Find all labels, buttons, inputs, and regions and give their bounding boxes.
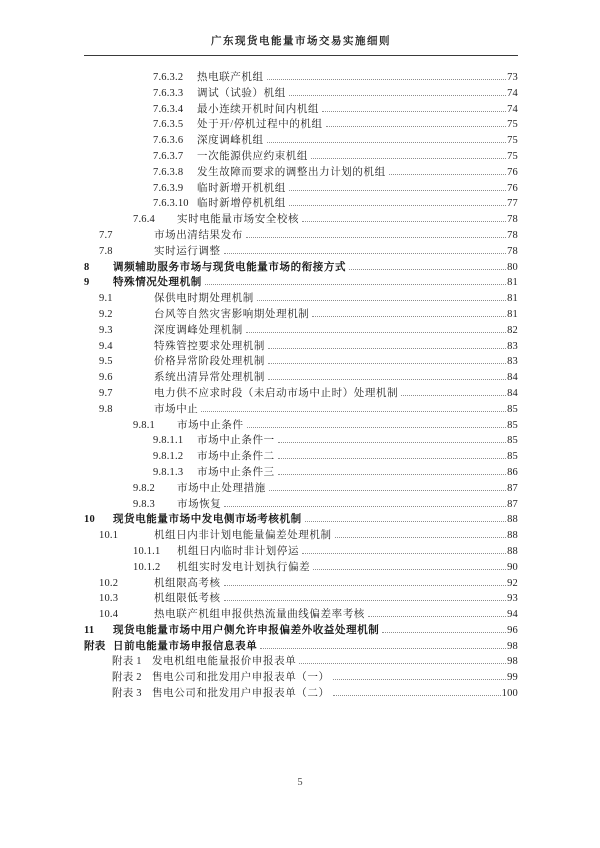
toc-entry: [84, 653, 518, 669]
dot-leader: [368, 616, 506, 617]
page-footer: [0, 777, 600, 788]
toc-entry-number: 9.5: [99, 356, 113, 368]
dot-leader: [246, 332, 506, 333]
dot-leader: [401, 395, 506, 396]
toc-entry-page: 88: [507, 545, 518, 557]
toc-entry-number: 11: [84, 624, 95, 636]
toc-entry-title: 一次能源供应约束机组: [197, 150, 308, 162]
toc-entry-page: 75: [507, 150, 518, 162]
toc-entry-number: 7.6.3.7: [153, 150, 184, 162]
toc-entry-number: 9.8.3: [133, 498, 155, 510]
toc-entry-title: 发生故障而要求的调整出力计划的机组: [197, 166, 386, 178]
dot-leader: [269, 490, 506, 491]
dot-leader: [326, 126, 506, 127]
dot-leader: [313, 569, 506, 570]
toc-entry-number: 附表 1: [112, 656, 142, 668]
toc-entry-page: 86: [507, 466, 518, 478]
footer-page-number: 5: [297, 777, 303, 788]
dot-leader: [267, 79, 506, 80]
toc-entry: [84, 85, 518, 101]
toc-entry-page: 83: [507, 356, 518, 368]
toc-entry-page: 99: [507, 672, 518, 684]
toc-entry-page: 75: [507, 119, 518, 131]
toc-entry-number: 9.6: [99, 372, 113, 384]
toc-entry-page: 87: [507, 498, 518, 510]
toc-entry-title: 现货电能量市场中发电侧市场考核机制: [113, 514, 302, 526]
toc-entry-page: 81: [507, 308, 518, 320]
toc-entry: [84, 385, 518, 401]
dot-leader: [305, 521, 506, 522]
toc-entry: [84, 606, 518, 622]
toc-entry-page: 74: [507, 103, 518, 115]
toc-entry-page: 85: [507, 419, 518, 431]
toc-entry: [84, 132, 518, 148]
toc-entry-number: 附表: [84, 640, 106, 652]
toc-entry-page: 88: [507, 530, 518, 542]
toc-entry-number: 9.2: [99, 308, 113, 320]
toc-entry-page: 78: [507, 214, 518, 226]
page-header: [84, 33, 518, 56]
toc-entry: [84, 101, 518, 117]
toc-entry: [84, 259, 518, 275]
toc-entry-page: 73: [507, 72, 518, 83]
toc-entry-title: 保供电时期处理机制: [154, 293, 254, 305]
toc-entry: [84, 148, 518, 164]
toc-entry-title: 售电公司和批发用户申报表单（一）: [152, 672, 330, 684]
dot-leader: [302, 221, 506, 222]
dot-leader: [289, 205, 506, 206]
dot-leader: [289, 95, 506, 96]
toc-entry-number: 10.2: [99, 577, 119, 589]
toc-entry-page: 78: [507, 229, 518, 241]
toc-entry: [84, 116, 518, 132]
toc-entry: [84, 243, 518, 259]
toc-entry-page: 80: [507, 261, 518, 273]
dot-leader: [302, 553, 506, 554]
toc-entry-page: 74: [507, 87, 518, 99]
toc-entry-page: 76: [507, 166, 518, 178]
toc-entry-title: 热电联产机组申报供热流量曲线偏差率考核: [154, 609, 365, 621]
toc-entry-title: 调试（试验）机组: [197, 87, 286, 99]
toc-entry-title: 深度调峰机组: [197, 135, 264, 147]
toc-entry: [84, 496, 518, 512]
toc-entry-title: 机组限高考核: [154, 577, 221, 589]
toc-entry-number: 7.6.3.9: [153, 182, 184, 194]
dot-leader: [246, 237, 506, 238]
toc-entry-page: 82: [507, 324, 518, 336]
toc-entry-page: 96: [507, 624, 518, 636]
toc-entry-number: 7.6.3.3: [153, 87, 184, 99]
toc-entry-title: 系统出清异常处理机制: [154, 372, 265, 384]
toc-entry-title: 机组实时发电计划执行偏差: [177, 561, 311, 573]
toc-entry-number: 7.6.3.4: [153, 103, 184, 115]
toc-entry-title: 现货电能量市场中用户侧允许申报偏差外收益处理机制: [113, 624, 380, 636]
toc-entry: [84, 685, 518, 701]
toc-entry-title: 特殊管控要求处理机制: [154, 340, 265, 352]
toc-entry-title: 市场出清结果发布: [154, 229, 243, 241]
dot-leader: [205, 284, 506, 285]
toc-entry-number: 9.8.1.1: [153, 435, 184, 447]
toc-entry: [84, 195, 518, 211]
toc-entry-page: 93: [507, 593, 518, 605]
toc-entry-number: 7.6.3.6: [153, 135, 184, 147]
toc-entry: [84, 527, 518, 543]
toc-entry-page: 98: [507, 656, 518, 668]
toc-entry: [84, 511, 518, 527]
dot-leader: [268, 348, 506, 349]
toc-entry-number: 7.6.4: [133, 214, 155, 226]
toc-entry: [84, 559, 518, 575]
toc-entry-title: 临时新增开机机组: [197, 182, 286, 194]
toc-entry-title: 调频辅助服务市场与现货电能量市场的衔接方式: [113, 261, 347, 273]
toc-entry-number: 7.7: [99, 229, 113, 241]
toc-entry-page: 85: [507, 435, 518, 447]
toc-entry-title: 台风等自然灾害影响期处理机制: [154, 308, 310, 320]
toc-entry-page: 75: [507, 135, 518, 147]
toc-entry-title: 深度调峰处理机制: [154, 324, 243, 336]
toc-entry-page: 84: [507, 387, 518, 399]
toc-entry: [84, 338, 518, 354]
toc-entry-title: 日前电能量市场申报信息表单: [113, 640, 258, 652]
toc-entry-number: 9.3: [99, 324, 113, 336]
toc-entry-page: 98: [507, 640, 518, 652]
dot-leader: [333, 679, 506, 680]
dot-leader: [201, 411, 506, 412]
toc-entry-page: 85: [507, 403, 518, 415]
toc-entry-number: 9: [84, 277, 90, 289]
toc-entry: [84, 575, 518, 591]
toc-entry-title: 电力供不应求时段（未启动市场中止时）处理机制: [154, 387, 399, 399]
toc-entry-title: 特殊情况处理机制: [113, 277, 202, 289]
dot-leader: [333, 695, 501, 696]
toc-entry-page: 76: [507, 182, 518, 194]
toc-entry-number: 10.1.2: [133, 561, 161, 573]
toc-entry: [84, 432, 518, 448]
toc-entry-page: 88: [507, 514, 518, 526]
toc-entry: [84, 464, 518, 480]
dot-leader: [224, 506, 506, 507]
dot-leader: [382, 632, 506, 633]
toc-entry: [84, 417, 518, 433]
toc-entry: [84, 211, 518, 227]
toc-list: [84, 69, 518, 701]
dot-leader: [278, 474, 506, 475]
toc-entry-title: 市场中止处理措施: [177, 482, 266, 494]
toc-entry-number: 9.8.1: [133, 419, 155, 431]
toc-entry-title: 售电公司和批发用户申报表单（二）: [152, 688, 330, 700]
toc-entry: [84, 448, 518, 464]
dot-leader: [260, 648, 506, 649]
toc-entry-number: 9.8.1.2: [153, 451, 184, 463]
toc-entry-number: 9.4: [99, 340, 113, 352]
toc-entry: [84, 69, 518, 85]
toc-entry-number: 9.8.1.3: [153, 466, 184, 478]
toc-entry-number: 附表 3: [112, 688, 142, 700]
dot-leader: [278, 442, 506, 443]
toc-entry-page: 94: [507, 609, 518, 621]
toc-entry: [84, 353, 518, 369]
toc-entry: [84, 638, 518, 654]
toc-entry-title: 发电机组电能量报价申报表单: [152, 656, 297, 668]
toc-entry-number: 9.7: [99, 387, 113, 399]
dot-leader: [335, 537, 506, 538]
toc-entry-title: 实时运行调整: [154, 245, 221, 257]
toc-entry-page: 92: [507, 577, 518, 589]
toc-entry-title: 临时新增停机机组: [197, 198, 286, 210]
dot-leader: [312, 316, 506, 317]
toc-entry-number: 附表 2: [112, 672, 142, 684]
dot-leader: [268, 363, 506, 364]
toc-entry-number: 10: [84, 514, 95, 526]
dot-leader: [311, 158, 506, 159]
toc-entry: [84, 543, 518, 559]
toc-entry: [84, 274, 518, 290]
toc-entry-page: 77: [507, 198, 518, 210]
toc-entry-number: 7.6.3.10: [153, 198, 189, 210]
toc-entry-number: 9.8.2: [133, 482, 155, 494]
toc-entry-title: 机组日内非计划电能量偏差处理机制: [154, 530, 332, 542]
toc-entry-title: 市场中止条件三: [197, 466, 275, 478]
toc-entry-title: 处于开/停机过程中的机组: [197, 119, 323, 131]
toc-entry-number: 10.4: [99, 609, 119, 621]
toc-entry-title: 市场恢复: [177, 498, 222, 510]
toc-entry: [84, 622, 518, 638]
dot-leader: [299, 663, 506, 664]
dot-leader: [224, 253, 506, 254]
toc-entry-page: 84: [507, 372, 518, 384]
dot-leader: [224, 585, 506, 586]
dot-leader: [224, 600, 506, 601]
toc-entry: [84, 306, 518, 322]
toc-entry-number: 7.6.3.8: [153, 166, 184, 178]
toc-entry-page: 81: [507, 277, 518, 289]
toc-entry: [84, 290, 518, 306]
toc-entry-number: 8: [84, 261, 90, 273]
dot-leader: [289, 190, 506, 191]
toc-entry: [84, 322, 518, 338]
toc-entry-title: 市场中止条件二: [197, 451, 275, 463]
toc-entry-title: 市场中止: [154, 403, 199, 415]
dot-leader: [278, 458, 506, 459]
toc-entry-title: 机组日内临时非计划停运: [177, 545, 300, 557]
toc-entry-number: 10.1: [99, 530, 119, 542]
toc-entry: [84, 164, 518, 180]
toc-entry-title: 市场中止条件一: [197, 435, 275, 447]
toc-entry: [84, 180, 518, 196]
toc-entry-number: 7.6.3.2: [153, 72, 184, 83]
dot-leader: [268, 379, 506, 380]
document-title: 广东现货电能量市场交易实施细则: [211, 36, 391, 47]
toc-entry-number: 10.3: [99, 593, 119, 605]
toc-entry-page: 78: [507, 245, 518, 257]
toc-entry: [84, 480, 518, 496]
toc-entry-page: 87: [507, 482, 518, 494]
toc-entry-page: 90: [507, 561, 518, 573]
toc-entry: [84, 669, 518, 685]
toc-entry-number: 7.8: [99, 245, 113, 257]
dot-leader: [247, 427, 506, 428]
toc-entry-title: 市场中止条件: [177, 419, 244, 431]
toc-entry-title: 价格异常阶段处理机制: [154, 356, 265, 368]
toc-entry-number: 9.1: [99, 293, 113, 305]
toc-entry-title: 机组限低考核: [154, 593, 221, 605]
toc-entry-number: 10.1.1: [133, 545, 161, 557]
toc-entry-title: 实时电能量市场安全校核: [177, 214, 300, 226]
toc-entry-number: 9.8: [99, 403, 113, 415]
dot-leader: [349, 269, 506, 270]
toc-entry: [84, 590, 518, 606]
toc-entry: [84, 401, 518, 417]
toc-entry-page: 83: [507, 340, 518, 352]
dot-leader: [389, 174, 506, 175]
toc-entry-page: 85: [507, 451, 518, 463]
toc-entry-page: 100: [501, 688, 518, 700]
dot-leader: [257, 300, 506, 301]
toc-entry-title: 热电联产机组: [197, 72, 264, 83]
dot-leader: [267, 142, 506, 143]
toc-entry: [84, 227, 518, 243]
toc-entry-page: 81: [507, 293, 518, 305]
dot-leader: [322, 111, 506, 112]
toc-entry-number: 7.6.3.5: [153, 119, 184, 131]
toc-entry-title: 最小连续开机时间内机组: [197, 103, 320, 115]
toc-entry: [84, 369, 518, 385]
